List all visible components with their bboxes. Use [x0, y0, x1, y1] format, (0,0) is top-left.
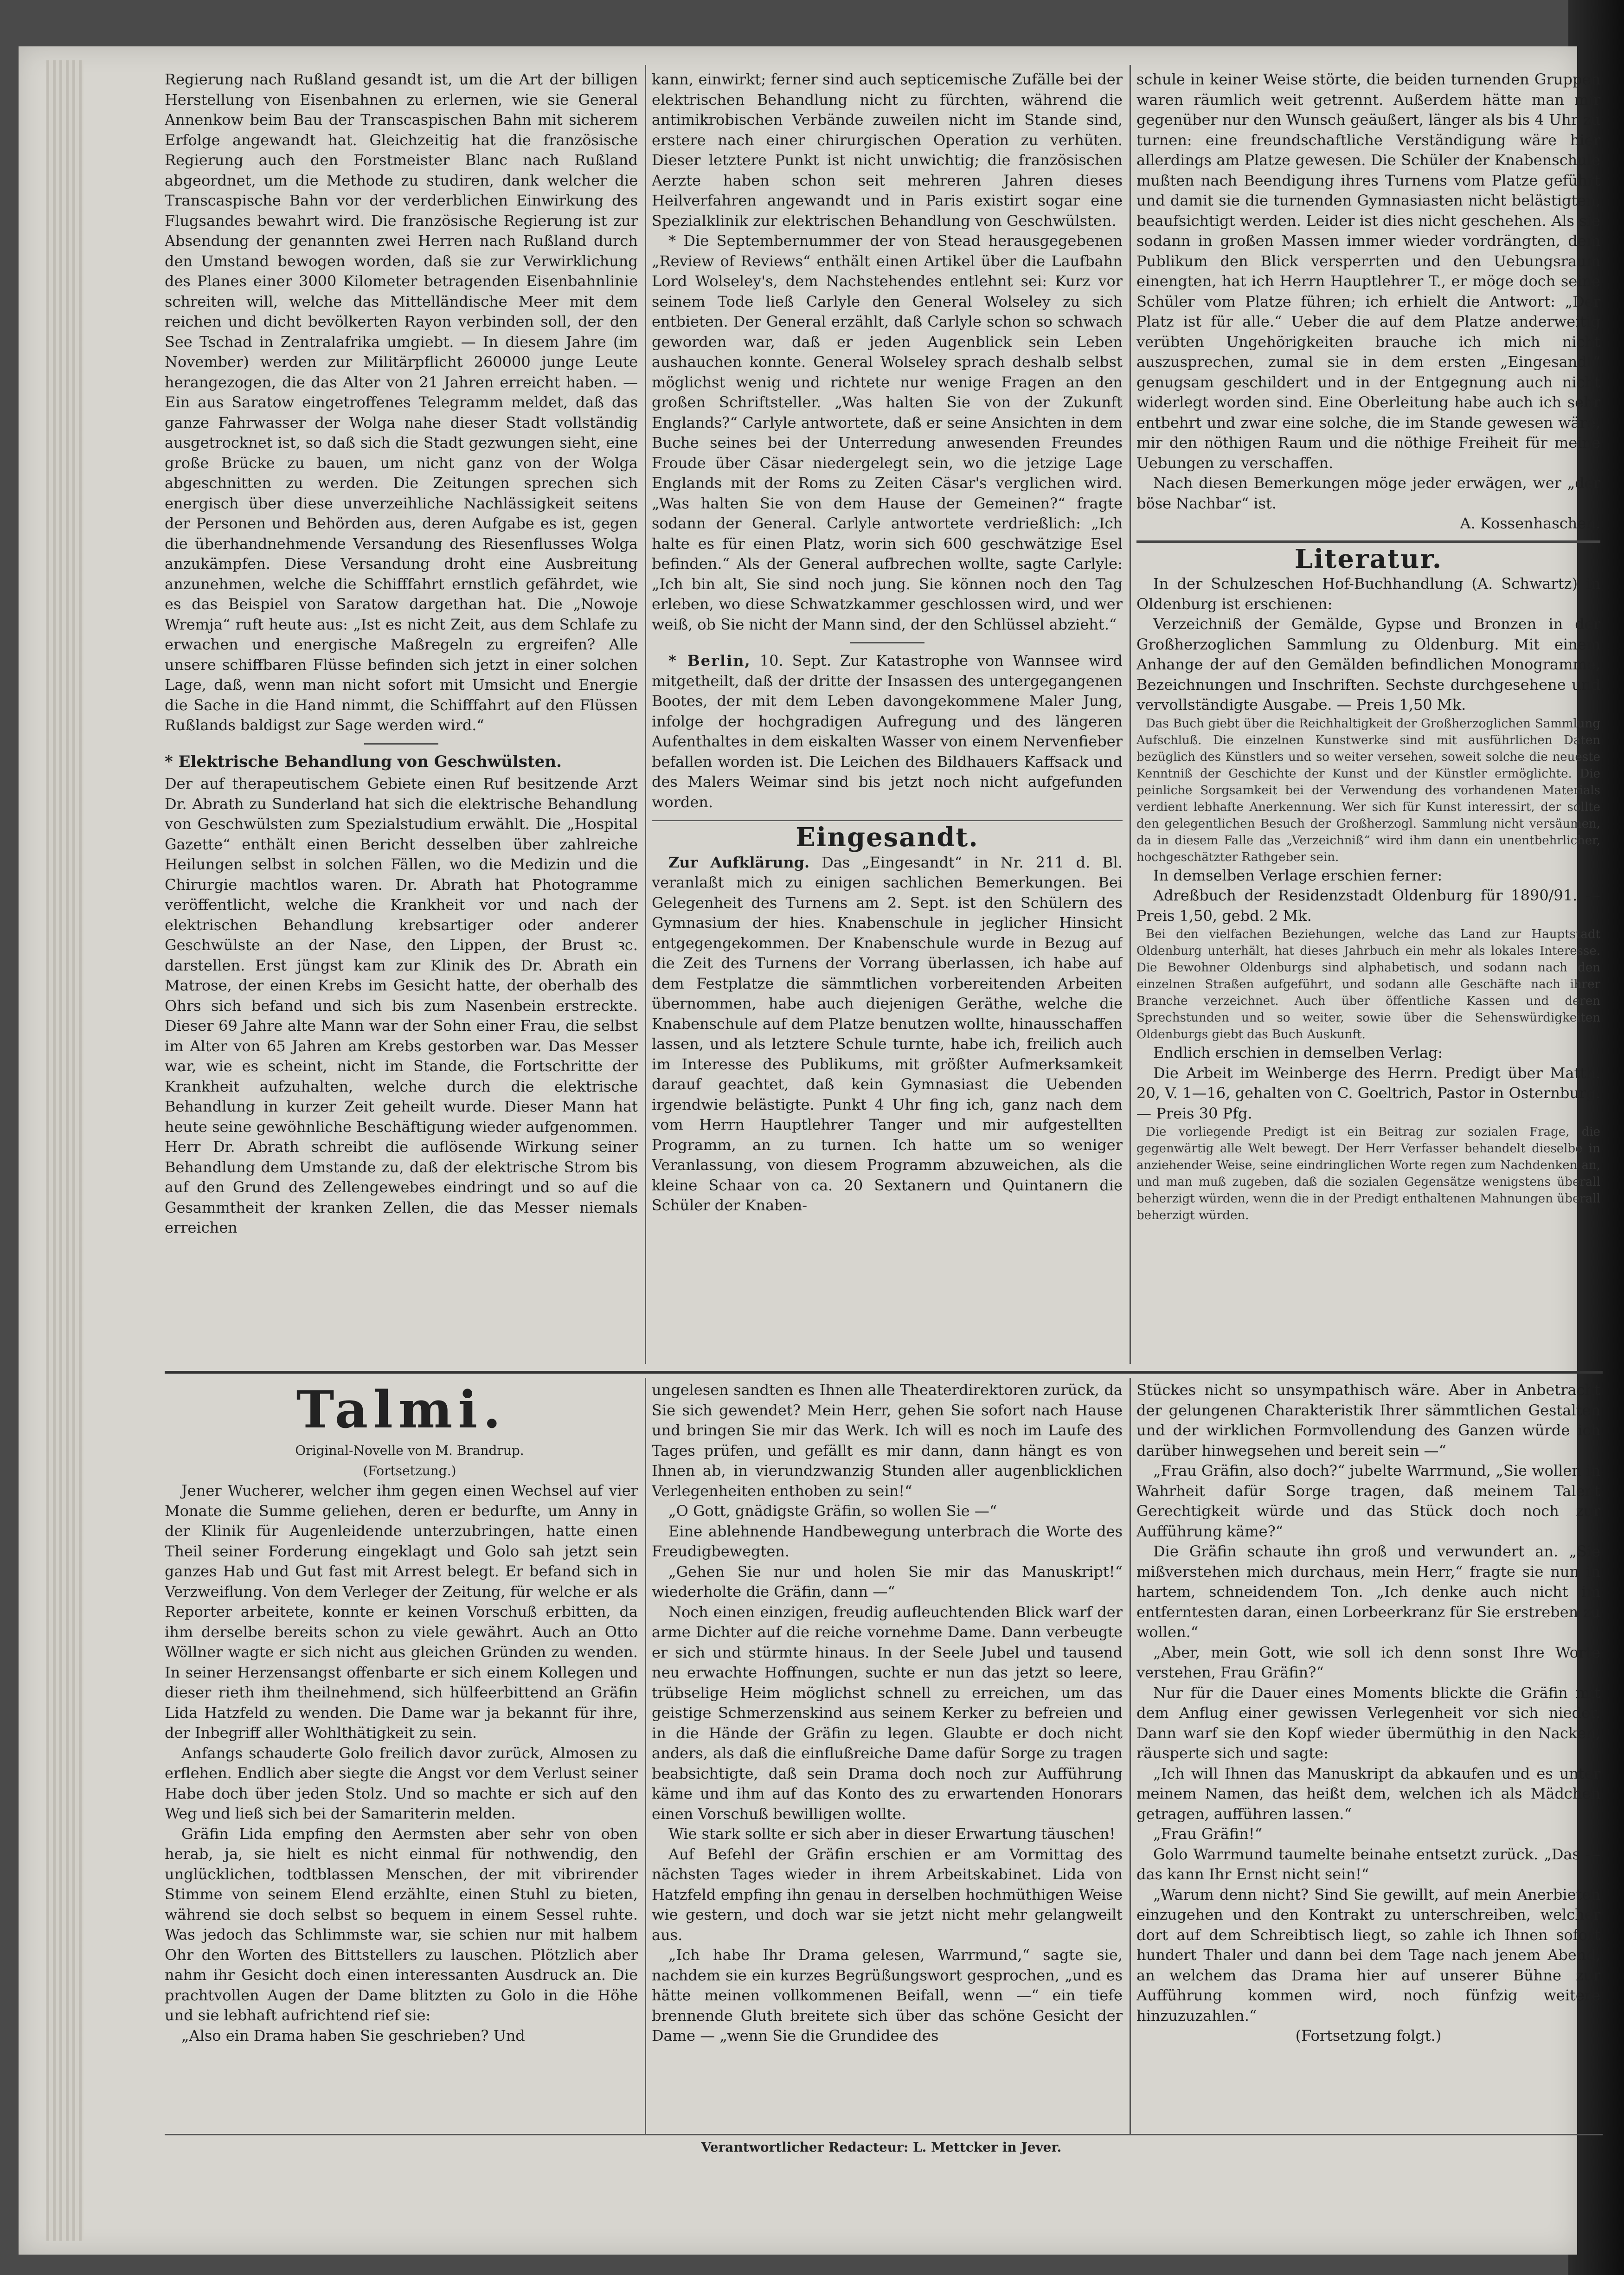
editor-footer: Verantwortlicher Redacteur: L. Mettcker in Jever.	[701, 2140, 1062, 2155]
novel-text-1	[165, 1481, 638, 2046]
eingesandt-heading: Eingesandt.	[796, 822, 979, 853]
novel-text-3	[1136, 1380, 1600, 2026]
novel-paragraph: Die Gräfin schaute ihn groß und verwundert an. „Sie mißverstehen mich durchaus, mein Herr,“ fragte sie nun in hartem, schneidendem Ton. „Ich denke auch nicht im entferntesten daran, einen Lorbeerkranz für Sie erstreben zu wollen.“	[1136, 1542, 1600, 1641]
top-column-3	[1136, 70, 1600, 1359]
novel-paragraph: „O Gott, gnädigste Gräfin, so wollen Sie —“	[668, 1502, 997, 1520]
footer-rule	[165, 2134, 1603, 2135]
novel-paragraph: „Ich will Ihnen das Manuskript da abkaufen und es unter meinem Namen, das heißt dem, welchen ich als Mädchen getragen, aufführen lassen.“	[1136, 1764, 1600, 1823]
novel-column-2	[652, 1380, 1123, 2132]
berlin-lead: * Berlin,	[668, 652, 751, 669]
lit-intro-2: In demselben Verlage erschien ferner:	[1153, 866, 1443, 884]
novel-paragraph: Gräfin Lida empfing den Aermsten aber sehr von oben herab, ja, sie hielt es nicht einmal für nothwendig, den unglücklichen, todtblassen Menschen, der mit vibrirender Stimme von seinem Elend erzählte, einen Stuhl zu bieten, während sie doch selbst so bequem in einem Sessel ruhte. Was jedoch das Schlimmste war, sie schien nur mit halbem Ohr den Worten des Bittstellers zu lauschen. Plötzlich aber nahm ihr Gesicht doch einen interessanten Ausdruck an. Die prachtvollen Augen der Dame blitzten zu Golo in die Höhe und sie lebhaft aufrichtend rief sie:	[165, 1825, 638, 2024]
page-stack-edge	[46, 60, 83, 2241]
lit-item-2: Adreßbuch der Residenzstadt Oldenburg für 1890/91. — Preis 1,50, gebd. 2 Mk.	[1136, 887, 1600, 925]
top-column-2	[652, 70, 1123, 1359]
divider	[850, 642, 924, 643]
feuilleton-rule	[165, 1371, 1603, 1374]
article-heading-tumor: * Elektrische Behandlung von Geschwülsten.	[165, 752, 562, 771]
column-rule	[1130, 1378, 1131, 2134]
novel-byline: Original-Novelle von M. Brandrup.	[295, 1443, 524, 1458]
article-wolseley: * Die Septembernummer der von Stead herausgegebenen „Review of Reviews“ enthält einen Artikel über die Laufbahn Lord Wolseley's, dem Nachstehendes entlehnt sei: Kurz vor seinem Tode ließ Carlyle den General Wolseley zu sich entbieten. Der General erzählt, daß Carlyle schon so schwach geworden war, daß er jeden Augenblick sein Leben aushauchen konnte. General Wolseley sprach deshalb selbst möglichst wenig und richtete nur wenige Fragen an den großen Schriftsteller. „Was halten Sie von der Zukunft Englands?“ Carlyle antwortete, daß er seine Ansichten in dem Buche seines bei der Unterredung anwesenden Freundes Froude über Cäsar niedergelegt sein, wo die jetzige Lage Englands mit der Roms zu Zeiten Cäsar's verglichen wird. „Was halten Sie von dem Hause der Gemeinen?“ fragte sodann der General. Carlyle antwortete verdrießlich: „Ich halte es für einen Platz, worin sich 600 geschwätzige Esel befinden.“ Als der General aufbrechen wollte, sagte Carlyle: „Ich bin alt, Sie sind noch jung. Sie können noch den Tag erleben, wo diese Schwatzkammer geschlossen wird, und wer weiß, ob Sie nicht der Mann sind, der den Schlüssel abzieht.“	[652, 232, 1123, 633]
novel-title: Talmi.	[296, 1380, 507, 1440]
novel-paragraph: „Gehen Sie nur und holen Sie mir das Manuskript!“ wiederholte die Gräfin, dann —“	[652, 1562, 1123, 1600]
lit-intro-3: Endlich erschien in demselben Verlag:	[1153, 1044, 1443, 1061]
literatur-heading: Literatur.	[1294, 543, 1443, 574]
novel-paragraph: Stückes nicht so unsympathisch wäre. Aber in Anbetracht der gelungenen Charakteristik Ihrer sämmtlichen Gestalten und der wirklichen Formvollendung des Ganzen würde ich darüber hinwegsehen und bereit sein —“	[1136, 1381, 1600, 1459]
article-eingesandt: Das „Eingesandt“ in Nr. 211 d. Bl. veranlaßt mich zu einigen sachlichen Bemerkungen. Bei Gelegenheit des Turnens am 2. Sept. ist den Schülern des Gymnasium der hies. Knabenschule in jeglicher Hinsicht entgegengekommen. Der Knabenschule wurde in Bezug auf die Zeit des Turnens der Vorrang überlassen, ich habe auf dem Festplatze die sämmtlichen vorbereitenden Arbeiten übernommen, habe auch diejenigen Geräthe, welche die Knabenschule auf dem Platze benutzen wollte, hinausschaffen lassen, und als letztere Schule turnte, habe ich, freilich auch im Interesse des Publikums, mit größter Aufmerksamkeit darauf geachtet, daß kein Gymnasiast die Uebenden irgendwie belästigte. Punkt 4 Uhr fing ich, ganz nach dem vom Herrn Hauptlehrer Tanger und mir aufgestellten Programm, an zu turnen. Ich hatte um so weniger Veranlassung, von diesem Programm abzuweichen, als die kleine Schaar von ca. 20 Sextanern und Quintanern die Schüler der Knaben-	[652, 853, 1123, 1214]
divider	[364, 743, 438, 745]
novel-paragraph: Golo Warrmund taumelte beinahe entsetzt zurück. „Das — das kann Ihr Ernst nicht sein!“	[1136, 1845, 1600, 1883]
article-tumor-cont: kann, einwirkt; ferner sind auch septicemische Zufälle bei der elektrischen Behandlung nicht zu fürchten, während die antimikrobischen Verbände zuweilen nicht im Stande sind, erstere nach einer chirurgischen Operation zu verhüten. Dieser letztere Punkt ist nicht unwichtig; die französischen Aerzte haben schon seit mehreren Jahren dieses Heilverfahren angewandt und in Paris existirt sogar eine Spezialklinik zur elektrischen Behandlung von Geschwülsten.	[652, 71, 1123, 230]
column-rule	[645, 1378, 646, 2134]
novel-paragraph: Jener Wucherer, welcher ihm gegen einen Wechsel auf vier Monate die Summe geliehen, deren er bedurfte, um Anny in der Klinik für Augenleidende unterzubringen, hatte einen Theil seiner Forderung eingeklagt und Golo sah jetzt sein ganzes Hab und Gut fast mit Arrest belegt. Er befand sich in Verzweiflung. Von dem Verleger der Zeitung, für welche er als Reporter arbeitete, konnte er keinen Vorschuß erbitten, da ihm derselbe bereits schon zu viele gewährt. Auch an Otto Wöllner wagte er sich nicht aus gleichen Gründen zu wenden. In seiner Herzensangst offenbarte er sich einem Kollegen und dieser rieth ihm theilnehmend, sich hülfeerbittend an Gräfin Lida Hatzfeld zu wenden. Die Dame war ja bekannt für ihre, der Inbegriff aller Wohlthätigkeit zu sein.	[165, 1482, 638, 1742]
novel-paragraph: „Ich habe Ihr Drama gelesen, Warrmund,“ sagte sie, nachdem sie ein kurzes Begrüßungswort gesprochen, „und es hätte meinen vollkommenen Beifall, wenn —“ ein tiefe brennende Gluth breitete sich über das schöne Gesicht der Dame — „wenn Sie die Grundidee des	[652, 1946, 1123, 2044]
lit-intro: In der Schulzeschen Hof-Buchhandlung (A. Schwartz) in Oldenburg ist erschienen:	[1136, 575, 1600, 613]
novel-column-1	[165, 1380, 638, 2132]
novel-paragraph: Nur für die Dauer eines Moments blickte die Gräfin mit dem Anflug einer gewissen Verlegenheit vor sich nieder. Dann warf sie den Kopf wieder übermüthig in den Nacken, räusperte sich und sagte:	[1136, 1684, 1600, 1762]
novel-paragraph: ungelesen sandten es Ihnen alle Theaterdirektoren zurück, da Sie sich gewendet? Mein Herr, gehen Sie sofort nach Hause und bringen Sie mir das Werk. Ich will es noch im Laufe des Tages prüfen, und gefällt es mir dann, dann hängt es von Ihnen ab, in vierundzwanzig Stunden aller augenblicklichen Verlegenheiten enthoben zu sein!“	[652, 1381, 1123, 1500]
novel-paragraph: „Frau Gräfin!“	[1153, 1825, 1263, 1843]
lit-item-1: Verzeichniß der Gemälde, Gypse und Bronzen in der Großherzoglichen Sammlung zu Oldenburg. Mit einem Anhange der auf den Gemälden befindlichen Monogramme, Bezeichnungen und Inschriften. Sechste durchgesehene und vervollständigte Ausgabe. — Preis 1,50 Mk.	[1136, 615, 1600, 713]
novel-column-3	[1136, 1380, 1600, 2132]
column-rule	[1130, 65, 1131, 1364]
signature: A. Kossenhaschen.	[1460, 514, 1600, 532]
novel-text-2	[652, 1380, 1123, 2046]
section-rule	[652, 820, 1123, 821]
lit-note-2: Bei den vielfachen Beziehungen, welche das Land zur Hauptstadt Oldenburg unterhält, hat dieses Jahrbuch ein mehr als lokales Interesse. Die Bewohner Oldenburgs sind alphabetisch, und sodann nach den einzelnen Straßen aufgeführt, und sodann alle Geschäfte nach ihrer Branche verzeichnet. Auch über öffentliche Kassen und deren Sprechstunden und so weiter, sowie über die Sehenswürdigkeiten Oldenburgs giebt das Buch Auskunft.	[1136, 927, 1600, 1041]
article-tumor: Der auf therapeutischem Gebiete einen Ruf besitzende Arzt Dr. Abrath zu Sunderland hat sich die elektrische Behandlung von Geschwülsten zum Spezialstudium erwählt. Die „Hospital Gazette“ enthält einen Bericht desselben über zahlreiche Heilungen selbst in solchen Fällen, wo die Medizin und die Chirurgie machtlos waren. Dr. Abrath hat Photogramme veröffentlicht, welche die Krankheit vor und nach der elektrischen Behandlung krebsartiger oder anderer Geschwülste an der Nase, den Lippen, der Brust ꝛc. darstellen. Erst jüngst kam zur Klinik des Dr. Abrath ein Matrose, der einen Krebs im Gesicht hatte, der oberhalb des Ohrs sich befand und sich bis zum Nasenbein erstreckte. Dieser 69 Jahre alte Mann war der Sohn einer Frau, die selbst im Alter von 65 Jahren am Krebs gestorben war. Das Messer war, wie es scheint, nicht im Stande, die Fortschritte der Krankheit aufzuhalten, welche durch die elektrische Behandlung in kurzer Zeit geheilt wurde. Dieser Mann hat heute seine gewöhnliche Beschäftigung wieder aufgenommen. Herr Dr. Abrath schreibt die auflösende Wirkung seiner Behandlung dem Umstande zu, daß der elektrische Strom bis auf den Grund des Zellengewebes eindringt und so auf die Gesammtheit der kranken Zellen, die das Messer niemals erreichen	[165, 775, 638, 1236]
section-rule	[1136, 540, 1600, 543]
column-rule	[645, 65, 646, 1364]
novel-continuation: (Fortsetzung.)	[363, 1463, 456, 1478]
novel-paragraph: „Frau Gräfin, also doch?“ jubelte Warrmund, „Sie wollen in Wahrheit dafür Sorge tragen, daß meinem Talent Gerechtigkeit würde und das Stück doch noch zur Aufführung käme?“	[1136, 1462, 1600, 1540]
lit-note-1: Das Buch giebt über die Reichhaltigkeit der Großherzoglichen Sammlung Aufschluß. Die einzelnen Kunstwerke sind mit ausführlichen Daten bezüglich des Künstlers und so weiter versehen, soweit solche die neueste Kenntniß der Geschichte der Kunst und der Künstler ermöglichte. Die peinliche Sorgsamkeit bei der Verwendung des vorhandenen Materials verdient lebhafte Anerkennung. Wer sich für Kunst interessirt, der sollte den gelegentlichen Besuch der Großherzogl. Sammlung nicht versäumen, da in diesem Falle das „Verzeichniß“ wird ihm dann ein unentbehrlicher, hochgeschätzter Rathgeber sein.	[1136, 716, 1600, 864]
novel-paragraph: „Aber, mein Gott, wie soll ich denn sonst Ihre Worte verstehen, Frau Gräfin?“	[1136, 1643, 1600, 1681]
novel-to-be-continued: (Fortsetzung folgt.)	[1295, 2027, 1442, 2044]
lit-item-3: Die Arbeit im Weinberge des Herrn. Predigt über Matth. 20, V. 1—16, gehalten von C. Goeltrich, Pastor in Osternburg. — Preis 30 Pfg.	[1136, 1064, 1600, 1122]
novel-paragraph: Wie stark sollte er sich aber in dieser Erwartung täuschen!	[668, 1825, 1116, 1843]
article-russia: Regierung nach Rußland gesandt ist, um die Art der billigen Herstellung von Eisenbahnen zu erlernen, wie sie General Annenkow beim Bau der Transcaspischen Bahn mit sicherem Erfolge angewandt hat. Gleichzeitig hat die französische Regierung auch den Forstmeister Blanc nach Rußland abgeordnet, um die Methode zu studiren, dank welcher die Transcaspische Bahn vor der verderblichen Einwirkung des Flugsandes bewahrt wird. Die französische Regierung ist zur Absendung der genannten zwei Herren nach Rußland durch den Umstand bewogen worden, daß sie zur Verwirklichung des Planes einer 3000 Kilometer betragenden Eisenbahnlinie schreiten will, welche das Mittelländische Meer mit dem reichen und dicht bevölkerten Rayon verbinden soll, der den See Tschad in Zentralafrika umgiebt. — In diesem Jahre (im November) werden zur Militärpflicht 260000 junge Leute herangezogen, die das Alter von 21 Jahren erreicht haben. — Ein aus Saratow eingetroffenes Telegramm meldet, daß das ganze Fahrwasser der Wolga nahe dieser Stadt vollständig ausgetrocknet ist, so daß sich die Stadt gezwungen sieht, eine große Brücke zu bauen, um nicht ganz von der Wolga abgeschnitten zu werden. Die Zeitungen sprechen sich energisch über diese unverzeihliche Nachlässigkeit seitens der Personen und Behörden aus, deren Aufgabe es ist, gegen die überhandnehmende Versandung des Riesenflusses Wolga anzukämpfen. Diese Versandung droht eine Ausbreitung anzunehmen, welche die Schifffahrt ernstlich gefährdet, wie es das Beispiel von Saratow dargethan hat. Die „Nowoje Wremja“ ruft heute aus: „Ist es nicht Zeit, aus dem Schlafe zu erwachen und energische Maßregeln zu ergreifen? Alle unsere schiffbaren Flüsse befinden sich jetzt in einer solchen Lage, daß, wenn man nicht sofort mit Umsicht und Energie die Sache in die Hand nimmt, die Schifffahrt auf den Flüssen Rußlands baldigst zur Sage werden wird.“	[165, 71, 638, 734]
article-eingesandt-cont: schule in keiner Weise störte, die beiden turnenden Gruppen waren räumlich weit getrennt. Außerdem hätte man mir gegenüber nur den Wunsch geäußert, länger als bis 4 Uhr zu turnen: eine freundschaftliche Verständigung wäre hier allerdings am Platze gewesen. Die Schüler der Knabenschule mußten nach Beendigung ihres Turnens vom Platze geführt und damit sie die turnenden Gymnasiasten nicht belästigten, beaufsichtigt werden. Leider ist dies nicht geschehen. Als sie sodann in großen Massen immer wieder vordrängten, dem Publikum den Blick versperrten und den Uebungsraum einengten, hat ich Herrn Hauptlehrer T., er möge doch seine Schüler vom Platze führen; ich erhielt die Antwort: „Der Platz ist für alle.“ Ueber die auf dem Platze anderweitig verübten Ungehörigkeiten brauche ich mich nicht auszusprechen, zumal sie in dem ersten „Eingesandt“ genugsam geschildert und in der Entgegnung auch nicht widerlegt worden sind. Eine Oberleitung habe auch ich sehr entbehrt und zwar eine solche, die im Stande gewesen wäre, mir den nöthigen Raum und die nöthige Freiheit für meine Uebungen zu verschaffen.	[1136, 71, 1600, 472]
novel-paragraph: Anfangs schauderte Golo freilich davor zurück, Almosen zu erflehen. Endlich aber siegte die Angst vor dem Verlust seiner Habe doch über jeden Stolz. Und so machte er sich auf den Weg und ließ sich bei der Samariterin melden.	[165, 1744, 638, 1822]
article-berlin: 10. Sept. Zur Katastrophe von Wannsee wird mitgetheilt, daß der dritte der Insassen des untergegangenen Bootes, der mit dem Leben davongekommene Maler Jung, infolge der hochgradigen Aufregung und des längeren Aufenthaltes in dem eiskalten Wasser von einem Nervenfieber befallen worden ist. Die Leichen des Bildhauers Kaffsack und des Malers Weimar sind bis jetzt noch nicht aufgefunden worden.	[652, 652, 1123, 811]
eingesandt-lead: Zur Aufklärung.	[668, 853, 810, 871]
novel-paragraph: „Warum denn nicht? Sind Sie gewillt, auf mein Anerbieten einzugehen und den Kontrakt zu unterschreiben, welcher dort auf dem Schreibtisch liegt, so zahle ich Ihnen sofort hundert Thaler und dann bei dem Tage nach jenem Abend, an welchem das Drama hier auf unserer Bühne zur Aufführung kommen wird, noch fünfzig weitere hinzuzuzahlen.“	[1136, 1885, 1600, 2024]
novel-paragraph: Noch einen einzigen, freudig aufleuchtenden Blick warf der arme Dichter auf die reiche vornehme Dame. Dann verbeugte er sich und stürmte hinaus. In der Seele Jubel und tausend neu erwachte Hoffnungen, suchte er nun das jetzt so leere, trübselige Heim möglichst schnell zu erreichen, um das geistige Schmerzenskind aus seinem Kerker zu befreien und in die Hände der Gräfin zu legen. Glaubte er doch nicht anders, als daß die einflußreiche Dame dafür Sorge zu tragen beabsichtigte, daß sein Drama doch noch zur Aufführung käme und ihm auf das Konto des zu erwartenden Honorars einen Vorschuß bewilligen wollte.	[652, 1603, 1123, 1823]
lit-note-3: Die vorliegende Predigt ist ein Beitrag zur sozialen Frage, die gegenwärtig alle Welt bewegt. Der Herr Verfasser behandelt dieselbe in anziehender Weise, seine eindringlichen Worte regen zum Nachdenken an, und man muß zugeben, daß die sozialen Gegensätze wenigstens überall beherzigt würden, wenn die in der Predigt enthaltenen Mahnungen überall beherzigt würden.	[1136, 1125, 1600, 1222]
novel-paragraph: „Also ein Drama haben Sie geschrieben? Und	[181, 2026, 525, 2044]
novel-paragraph: Eine ablehnende Handbewegung unterbrach die Worte des Freudigbewegten.	[652, 1522, 1123, 1560]
eingesandt-closing: Nach diesen Bemerkungen möge jeder erwägen, wer „der böse Nachbar“ ist.	[1136, 474, 1600, 512]
novel-paragraph: Auf Befehl der Gräfin erschien er am Vormittag des nächsten Tages wieder in ihrem Arbeitskabinet. Lida von Hatzfeld empfing ihn genau in derselben hochmüthigen Weise wie gestern, und doch war sie jetzt nicht mehr gelangweilt aus.	[652, 1845, 1123, 1944]
top-column-1	[165, 70, 638, 1359]
